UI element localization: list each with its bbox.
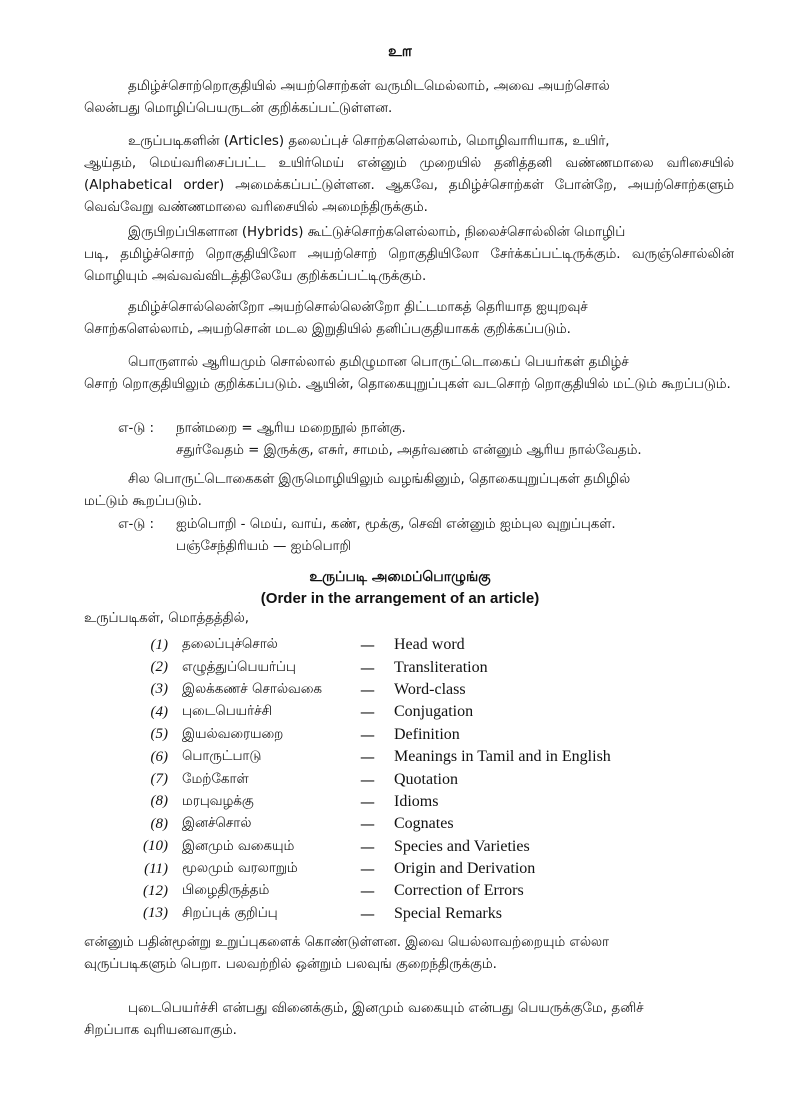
paragraph-text: படி, தமிழ்ச்சொற் றொகுதியிலோ அயற்சொற் றொகுதியிலோ சேர்க்கப்பட்டிருக்கும். வருஞ்சொல்லின் மொழியும் அவ்வவ்விடத்திலேயே குறிக்கப்பட்டிருக்கும். (84, 247, 734, 284)
item-number: (11) (144, 860, 168, 877)
item-tamil: இலக்கணச் சொல்வகை (182, 681, 322, 697)
paragraph-final-note (84, 998, 734, 1042)
item-dash: — (360, 725, 375, 744)
article-order-list (124, 634, 611, 925)
item-number: (2) (150, 659, 168, 676)
list-item (124, 903, 611, 925)
example-block (118, 418, 642, 462)
list-item (124, 701, 611, 723)
section-title-english: (Order in the arrangement of an article) (260, 590, 540, 607)
paragraph-hybrids (84, 222, 734, 288)
item-tamil: பொருட்பாடு (182, 749, 262, 765)
paragraph-doubtful-words (84, 297, 734, 341)
list-item (124, 656, 611, 678)
item-tamil: புடைபெயர்ச்சி (182, 704, 273, 720)
list-item (124, 858, 611, 880)
item-english: Idioms (394, 792, 439, 810)
section-title-tamil: உருப்படி அமைப்பொழுங்கு (309, 569, 491, 585)
list-item (124, 880, 611, 902)
paragraph-line: தமிழ்ச்சொற்றொகுதியில் அயற்சொற்கள் வருமிடமெல்லாம், அவை அயற்சொல் (128, 79, 610, 94)
item-tamil: இனச்சொல் (182, 816, 252, 832)
item-english: Quotation (394, 770, 458, 788)
section-heading (0, 566, 800, 610)
item-number: (3) (150, 681, 168, 698)
page-number: உ௱ (388, 42, 412, 60)
paragraph-line: என்னும் பதின்மூன்று உறுப்புகளைக் கொண்டுள்ளன. இவை யெல்லாவற்றையும் எல்லா (84, 935, 610, 950)
item-number: (5) (150, 726, 168, 743)
item-english: Origin and Derivation (394, 860, 536, 878)
item-dash: — (360, 636, 375, 655)
paragraph-text: சொற் றொகுதியிலும் குறிக்கப்படும். ஆயின், தொகையுறுப்புகள் வடசொற் றொகுதியில் மட்டும் கூறப்படும். (84, 377, 731, 392)
paragraph-text: மட்டும் கூறப்படும். (84, 494, 202, 509)
item-dash: — (360, 703, 375, 722)
list-item (124, 768, 611, 790)
item-dash: — (360, 748, 375, 767)
item-number: (6) (150, 748, 168, 765)
paragraph-text: லென்பது மொழிப்பெயருடன் குறிக்கப்பட்டுள்ளன. (84, 101, 393, 116)
item-dash: — (360, 904, 375, 923)
item-english: Correction of Errors (394, 882, 524, 900)
paragraph-line: தமிழ்ச்சொல்லென்றோ அயற்சொல்லென்றோ திட்டமாகத் தெரியாத ஐயுறவுச் (128, 300, 588, 315)
item-number: (4) (150, 703, 168, 720)
item-number: (12) (143, 882, 168, 899)
paragraph-articles (84, 131, 734, 219)
example-line: சதுர்வேதம் = இருக்கு, எசுர், சாமம், அதர்வணம் என்னும் ஆரிய நால்வேதம். (176, 443, 642, 458)
item-dash: — (360, 658, 375, 677)
paragraph-line: புடைபெயர்ச்சி என்பது வினைக்கும், இனமும் வகையும் என்பது பெயருக்குமே, தனிச் (128, 1001, 644, 1016)
item-tamil: எழுத்துப்பெயர்ப்பு (182, 659, 296, 675)
item-tamil: இயல்வரையறை (182, 726, 284, 742)
item-english: Definition (394, 725, 460, 743)
item-dash: — (360, 882, 375, 901)
list-item (124, 746, 611, 768)
item-english: Transliteration (394, 658, 488, 676)
list-item (124, 791, 611, 813)
example-line: பஞ்சேந்திரியம் — ஐம்பொறி (176, 539, 352, 554)
paragraph-text: ஆய்தம், மெய்வரிசைப்பட்ட உயிர்மெய் என்னும் முறையில் தனித்தனி வண்ணமாலை வரிசையில் (Alphabetical order) அமைக்கப்பட்டுள்ளன. ஆகவே, தமிழ்ச்சொற்கள் போன்றே, அயற்சொற்களும் வெவ்வேறு வண்ணமாலை வரிசையில் அமைந்திருக்கும். (84, 156, 734, 215)
example-line: ஐம்பொறி - மெய், வாய், கண், மூக்கு, செவி என்னும் ஐம்புல வுறுப்புகள். (176, 517, 616, 532)
example-line: நான்மறை = ஆரிய மறைநூல் நான்கு. (176, 421, 406, 436)
item-number: (13) (143, 905, 168, 922)
item-tamil: மேற்கோள் (182, 771, 249, 787)
example-label: எ-டு : (118, 421, 155, 436)
item-english: Species and Varieties (394, 837, 530, 855)
item-english: Meanings in Tamil and in English (394, 748, 611, 766)
list-item (124, 836, 611, 858)
paragraph-line: சில பொருட்டொகைகள் இருமொழியிலும் வழங்கினும், தொகையுறுப்புகள் தமிழில் (128, 472, 631, 487)
item-tamil: இனமும் வகையும் (182, 838, 295, 854)
paragraph-text: வுருப்படிகளும் பெறா. பலவற்றில் ஒன்றும் பலவுங் குறைந்திருக்கும். (84, 957, 497, 972)
item-dash: — (360, 792, 375, 811)
list-item (124, 724, 611, 746)
item-number: (8) (150, 793, 168, 810)
item-dash: — (360, 680, 375, 699)
list-item (124, 813, 611, 835)
item-tamil: பிழைதிருத்தம் (182, 883, 270, 899)
item-english: Word-class (394, 680, 466, 698)
paragraph-closing (84, 932, 734, 976)
list-intro: உருப்படிகள், மொத்தத்தில், (84, 611, 250, 626)
list-item (124, 679, 611, 701)
list-item (124, 634, 611, 656)
item-dash: — (360, 815, 375, 834)
item-english: Conjugation (394, 703, 474, 721)
paragraph-line: இருபிறப்பிகளான (Hybrids) கூட்டுச்சொற்களெல்லாம், நிலைச்சொல்லின் மொழிப் (128, 225, 626, 240)
paragraph-text: சொற்களெல்லாம், அயற்சொன் மடல இறுதியில் தனிப்பகுதியாகக் குறிக்கப்படும். (84, 322, 571, 337)
item-dash: — (360, 837, 375, 856)
paragraph-foreign-words (84, 76, 734, 120)
example-block (118, 514, 616, 558)
item-tamil: சிறப்புக் குறிப்பு (182, 905, 278, 921)
paragraph-line: உருப்படிகளின் (Articles) தலைப்புச் சொற்களெல்லாம், மொழிவாரியாக, உயிர், (128, 134, 610, 149)
item-tamil: தலைப்புச்சொல் (182, 637, 278, 653)
paragraph-compound-members (84, 469, 734, 513)
item-number: (10) (143, 838, 168, 855)
paragraph-text: சிறப்பாக வுரியனவாகும். (84, 1023, 237, 1038)
item-tamil: மரபுவழக்கு (182, 793, 254, 809)
item-number: (1) (150, 636, 168, 653)
paragraph-line: பொருளால் ஆரியமும் சொல்லால் தமிழுமான பொருட்டொகைப் பெயர்கள் தமிழ்ச் (128, 355, 629, 370)
item-number: (8) (150, 815, 168, 832)
example-label: எ-டு : (118, 517, 155, 532)
item-english: Cognates (394, 815, 454, 833)
item-number: (7) (150, 771, 168, 788)
item-dash: — (360, 860, 375, 879)
item-tamil: மூலமும் வரலாறும் (182, 861, 298, 877)
item-dash: — (360, 770, 375, 789)
item-english: Special Remarks (394, 904, 502, 922)
paragraph-compounds (84, 352, 734, 396)
item-english: Head word (394, 636, 465, 654)
